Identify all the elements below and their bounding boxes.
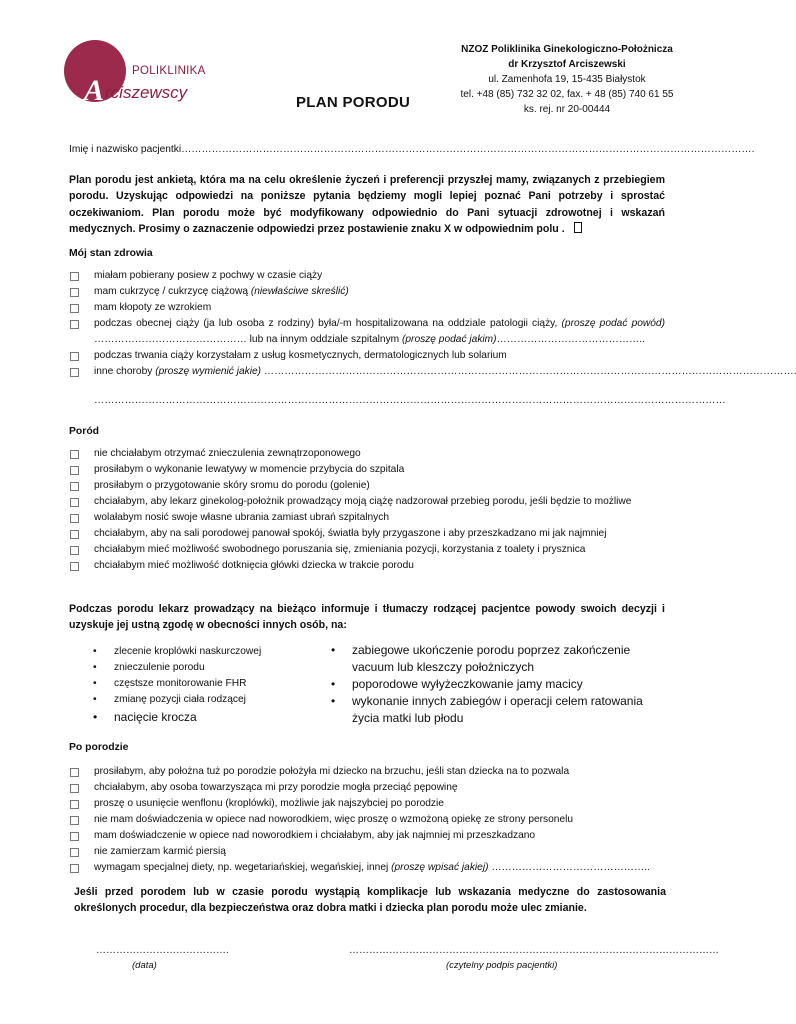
checkbox[interactable] (70, 498, 79, 507)
checkbox[interactable] (70, 562, 79, 571)
list-item[interactable]: mam kłopoty ze wzrokiem (69, 300, 665, 316)
list-item: • wykonanie innych zabiegów i operacji celem ratowania życia matki lub płodu (331, 694, 643, 725)
list-item: • poporodowe wyłyżeczkowanie jamy macicy (331, 677, 583, 691)
checkbox[interactable] (70, 514, 79, 523)
checkbox[interactable] (70, 848, 79, 857)
final-note: Jeśli przed porodem lub w czasie porodu wystąpią komplikacje lub wskazania medyczne do zastosowania określonych procedur, dla bezpieczeństwa oraz dobra matki i dziecka plan porodu może ulec zmianie. (74, 886, 666, 914)
section-heading-health: Mój stan zdrowia (69, 248, 153, 259)
list-item[interactable]: wolałabym nosić swoje własne ubrania zamiast ubrań szpitalnych (69, 510, 665, 526)
checkbox[interactable] (70, 368, 79, 377)
list-item: • zabiegowe ukończenie porodu poprzez zakończenie vacuum lub kleszczy położniczych (331, 643, 631, 674)
clinic-header (432, 42, 702, 117)
logo-letter: A (84, 74, 105, 107)
list-item[interactable]: chciałabym mieć możliwość swobodnego poruszania się, zmieniania pozycji, korzystania z toalety i prysznica (69, 542, 665, 558)
list-item[interactable]: nie chciałabym otrzymać znieczulenia zewnątrzoponowego (69, 446, 665, 462)
list-item[interactable]: chciałabym, aby na sali porodowej panował spokój, światła były przygaszone i aby przeszkadzano mi jak najmniej (69, 526, 665, 542)
list-item[interactable]: chciałabym mieć możliwość dotknięcia główki dziecka w trakcie porodu (69, 558, 665, 574)
checkbox[interactable] (70, 304, 79, 313)
checkbox[interactable] (70, 288, 79, 297)
checkbox[interactable] (70, 272, 79, 281)
signature-label: (czytelny podpis pacjentki) (446, 960, 558, 971)
list-item[interactable]: inne choroby (proszę wymienić jakie) …………………………………………………………………………………………………………………………………………. (69, 364, 665, 380)
checkbox[interactable] (70, 352, 79, 361)
checkbox[interactable] (70, 320, 79, 329)
patient-name-line[interactable]: Imię i nazwisko pacjentki……………………………………………………………………………………………………………………………………………………. (69, 144, 755, 155)
list-item: • nacięcie krocza (93, 710, 197, 724)
list-item: • znieczulenie porodu (93, 662, 205, 673)
intro-text: Plan porodu jest ankietą, która ma na celu określenie życzeń i preferencji przyszłej mamy, związanych z przebiegiem porodu. Uzyskując odpowiedzi na poniższe pytania będziemy mogli lepiej poznać Pani potrzeby i sprostać oczekiwaniom. Plan porodu może być modyfikowany odpowiednio do Pani sytuacji zdrowotnej i wskazań medycznych. Prosimy o zaznaczenie odpowiedzi przez postawienie znaku X w odpowiednim polu (69, 174, 665, 235)
checkbox[interactable] (70, 832, 79, 841)
clinic-address: ul. Zamenhofa 19, 15-435 Białystok (488, 74, 646, 85)
after-list (69, 764, 665, 876)
section-heading-after: Po porodzie (69, 742, 129, 753)
checkbox[interactable] (70, 546, 79, 555)
list-item[interactable]: nie mam doświadczenia w opiece nad noworodkiem, więc proszę o wzmożoną opiekę ze strony personelu (69, 812, 665, 828)
list-item[interactable]: nie zamierzam karmić piersią (69, 844, 665, 860)
checkbox[interactable] (70, 816, 79, 825)
signature-field[interactable]: ………………………………………………………………………………………………… (349, 945, 719, 956)
checkbox[interactable] (70, 768, 79, 777)
intro-paragraph (69, 172, 665, 237)
logo-line2: rciszewscy (105, 83, 188, 102)
checkbox[interactable] (70, 784, 79, 793)
page-title: PLAN PORODU (296, 94, 411, 111)
list-item[interactable]: prosiłabym o wykonanie lewatywy w momencie przybycia do szpitala (69, 462, 665, 478)
list-item[interactable]: prosiłabym, aby położna tuż po porodzie położyła mi dziecko na brzuchu, jeśli stan dziecka na to pozwala (69, 764, 665, 780)
list-item[interactable]: chciałabym, aby osoba towarzysząca mi przy porodzie mogła przeciąć pępowinę (69, 780, 665, 796)
list-item[interactable]: chciałabym, aby lekarz ginekolog-położnik prowadzący moją ciążę nadzorował przebieg porodu, jeśli będzie to możliwe (69, 494, 665, 510)
list-item[interactable]: wymagam specjalnej diety, np. wegetariańskiej, wegańskiej, innej (proszę wpisać jakiej) ……………………………………….. (69, 860, 665, 876)
date-label: (data) (132, 960, 157, 971)
procedures-right-list (328, 642, 648, 727)
clinic-phone: tel. +48 (85) 732 32 02, fax. + 48 (85) 740 61 55 (460, 89, 674, 100)
list-item[interactable]: podczas trwania ciąży korzystałam z usług kosmetycznych, dermatologicznych lub solarium (69, 348, 665, 364)
health-list (69, 268, 796, 380)
health-dots-line[interactable]: …………………………………………………………………………………………………………………………………………………………………… (94, 395, 726, 406)
checkbox[interactable] (70, 864, 79, 873)
clinic-registry: ks. rej. nr 20-00444 (523, 104, 611, 115)
doctor-name: dr Krzysztof Arciszewski (508, 59, 626, 70)
list-item[interactable]: podczas obecnej ciąży (ja lub osoba z rodziny) była/-m hospitalizowana na oddziale patologii ciąży, (proszę podać powód) ……………………………………… lub na innym oddziale szpitalnym (proszę podać jakim)…………………………………….. (69, 316, 665, 348)
date-field[interactable]: …………………………………. (96, 945, 229, 956)
checkbox[interactable] (70, 450, 79, 459)
clinic-name: NZOZ Poliklinika Ginekologiczno-Położnicza (461, 44, 673, 55)
list-item[interactable]: prosiłabym o przygotowanie skóry sromu do porodu (golenie) (69, 478, 665, 494)
list-item[interactable]: proszę o usunięcie wenflonu (kroplówki), możliwie jak najszybciej po porodzie (69, 796, 665, 812)
clinic-logo (64, 40, 214, 107)
list-item[interactable]: mam cukrzycę / cukrzycę ciążową (niewłaściwe skreślić) (69, 284, 665, 300)
list-item[interactable]: mam doświadczenie w opiece nad noworodkiem i chciałabym, aby jak najmniej mi przeszkadzano (69, 828, 665, 844)
checkbox[interactable] (70, 482, 79, 491)
checkbox-example (574, 222, 582, 233)
list-item[interactable]: miałam pobierany posiew z pochwy w czasie ciąży (69, 268, 665, 284)
checkbox[interactable] (70, 466, 79, 475)
list-item: • częstsze monitorowanie FHR (93, 678, 247, 689)
birth-list (69, 446, 665, 574)
section-heading-birth: Poród (69, 426, 100, 437)
list-item: • zmianę pozycji ciała rodzącej (93, 694, 246, 705)
checkbox[interactable] (70, 530, 79, 539)
doctor-info-paragraph: Podczas porodu lekarz prowadzący na bieżąco informuje i tłumaczy rodzącej pacjentce powody swoich decyzji i uzyskuje jej ustną zgodę w obecności innych osób, na: (69, 603, 665, 631)
list-item: • zlecenie kroplówki naskurczowej (93, 646, 262, 657)
procedures-left-list (90, 644, 310, 727)
checkbox[interactable] (70, 800, 79, 809)
logo-line1: POLIKLINIKA (132, 65, 206, 77)
intro-end: . (558, 222, 565, 235)
